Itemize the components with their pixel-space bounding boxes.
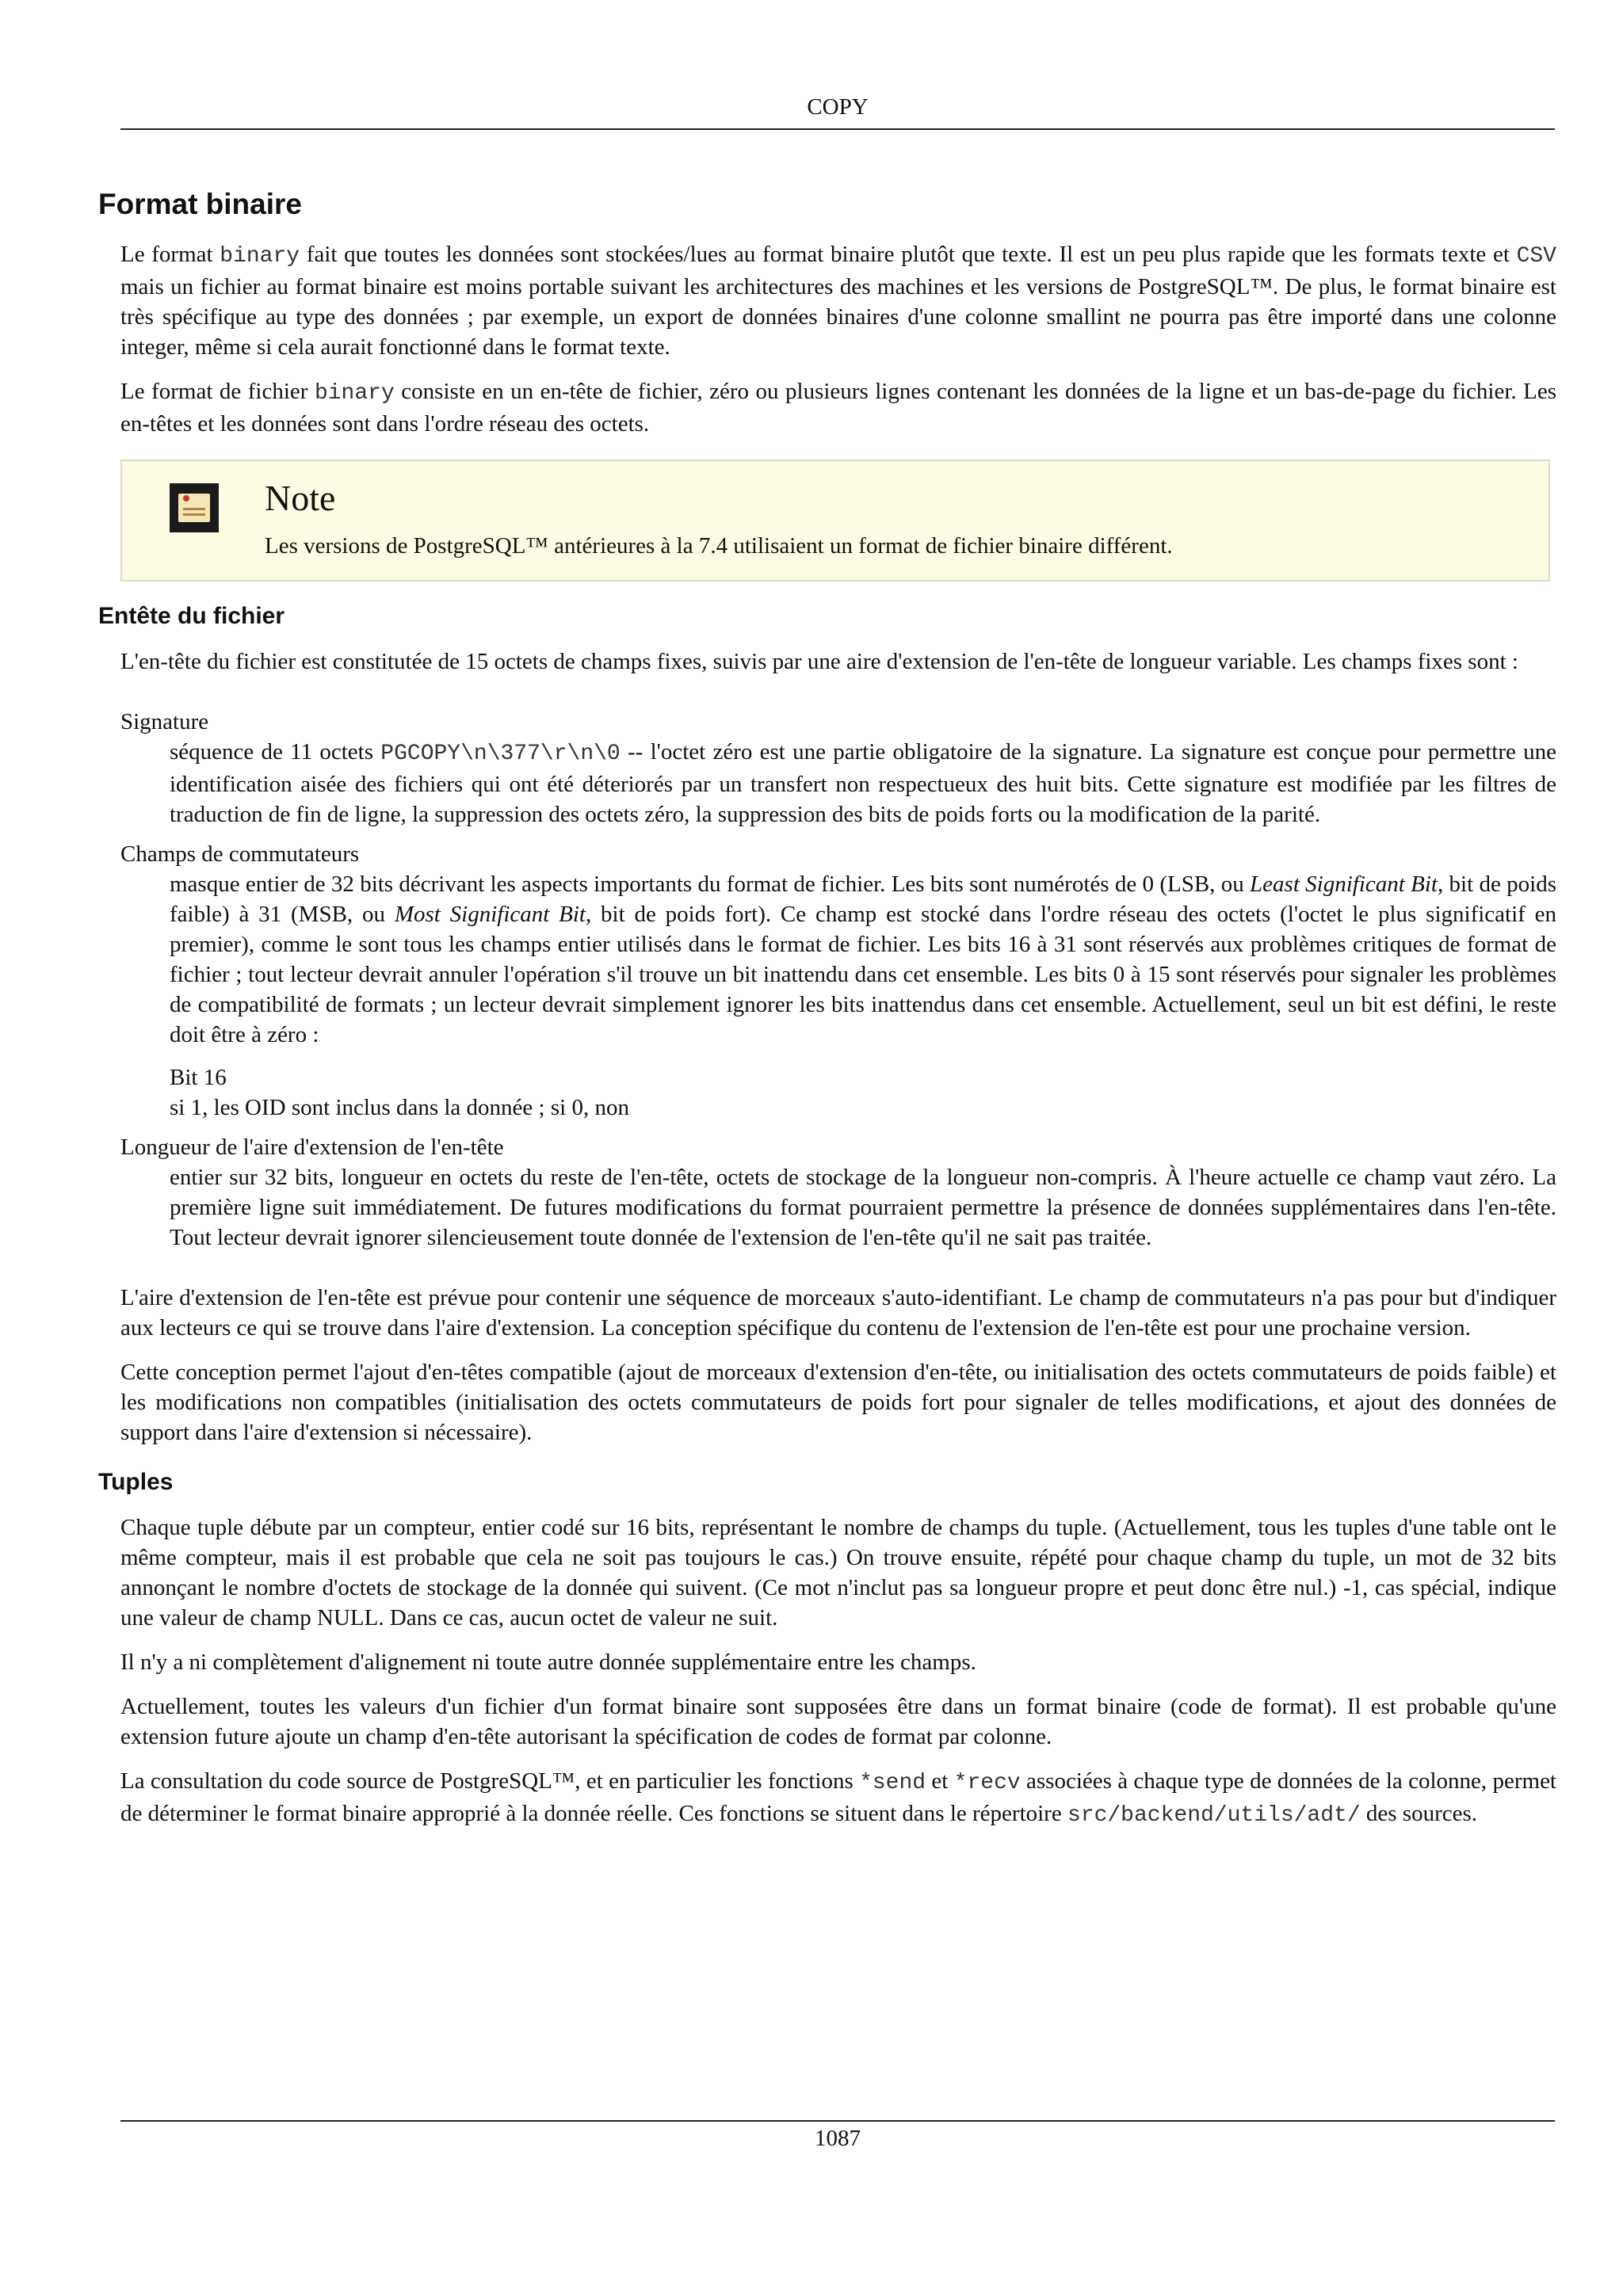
inline-code-recv: *recv bbox=[953, 1771, 1021, 1795]
inline-code-binary-2: binary bbox=[314, 381, 395, 406]
inline-code-source-path: src/backend/utils/adt/ bbox=[1067, 1803, 1361, 1828]
flag-bits-list bbox=[170, 1062, 1556, 1123]
subsection-title-file-header: Entête du fichier bbox=[98, 603, 285, 629]
term-signature: Signature bbox=[120, 709, 209, 734]
paragraph-compatibility: Cette conception permet l'ajout d'en-têtes compatible (ajout de morceaux d'extension d'en-tête, ou initialisation des octets commutateurs de poids faible) et les modifications non compatibles (initialisation des octets commutateurs de poids fort pour signaler de telles modifications, et ajout des données de support dans l'aire d'extension si nécessaire). bbox=[120, 1360, 1556, 1445]
paragraph-binary-format: Le format binary fait que toutes les données sont stockées/lues au format binaire plutôt que texte. Il est un peu plus rapide que les formats texte et CSV mais un fichier au format binaire est moins portable suivant les architectures des machines et les versions de PostgreSQL™. De plus, le format binaire est très spécifique au type des données ; par exemple, un export de données binaires d'une colonne smallint ne pourra pas être importé dans une colonne integer, même si cela aurait fonctionné dans le format texte. bbox=[120, 242, 1556, 360]
paragraph-tuples-3: Actuellement, toutes les valeurs d'un fichier d'un format binaire sont supposées être dans un format binaire (code de format). Il est probable qu'une extension future ajoute un champ d'en-tête autorisant la spécification de codes de format par colonne. bbox=[120, 1694, 1556, 1749]
paragraph-file-structure: Le format de fichier binary consiste en un en-tête de fichier, zéro ou plusieurs lignes contenant les données de la ligne et un bas-de-page du fichier. Les en-têtes et les données sont dans l'ordre réseau des octets. bbox=[120, 379, 1557, 437]
definition-signature: séquence de 11 octets PGCOPY\n\377\r\n\0 -- l'octet zéro est une partie obligatoire de la signature. La signature est conçue pour permettre une identification aisée des fichiers qui ont été déteriorés par un transfert non respectueux des huit bits. Cette signature est modifiée par les filtres de traduction de fin de ligne, la suppression des octets zéro, la suppression des bits de poids forts ou la modification de la parité. bbox=[170, 739, 1557, 827]
note-text: Les versions de PostgreSQL™ antérieures à la 7.4 utilisaient un format de fichier binaire différent. bbox=[265, 533, 1173, 559]
paragraph-tuples-2: Il n'y a ni complètement d'alignement ni toute autre donnée supplémentaire entre les champs. bbox=[120, 1650, 976, 1675]
footer-rule bbox=[120, 2120, 1555, 2122]
inline-code-signature: PGCOPY\n\377\r\n\0 bbox=[380, 742, 621, 766]
term-extension-length: Longueur de l'aire d'extension de l'en-tête bbox=[120, 1135, 504, 1160]
subsection-title-tuples: Tuples bbox=[98, 1469, 174, 1495]
inline-code-binary: binary bbox=[220, 244, 300, 269]
term-flags: Champs de commutateurs bbox=[120, 841, 360, 867]
paragraph-tuples-4: La consultation du code source de PostgreSQL™, et en particulier les fonctions *send et *recv associées à chaque type de données de la colonne, permet de déterminer le format binaire approprié à la donnée réelle. Ces fonctions se situent dans le répertoire src/backend/utils/adt/ des sources. bbox=[120, 1768, 1556, 1828]
inline-code-csv: CSV bbox=[1516, 244, 1556, 269]
header-fields-list bbox=[98, 707, 1556, 1253]
page-content bbox=[98, 187, 1556, 1831]
definition-flags: masque entier de 32 bits décrivant les aspects importants du format de fichier. Les bits sont numérotés de 0 (LSB, ou Least Significant Bit, bit de poids faible) à 31 (MSB, ou Most Significant Bit, bit de poids fort). Ce champ est stocké dans l'ordre réseau des octets (l'octet le plus significatif en premier), comme le sont tous les champs entier utilisés dans le format de fichier. Les bits 16 à 31 sont réservés aux problèmes critiques de format de fichier ; tout lecteur devrait annuler l'opération s'il trouve un bit inattendu dans cet ensemble. Les bits 0 à 15 sont réservés pour signaler les problèmes de compatibilité de formats ; un lecteur devrait simplement ignorer les bits inattendus dans cet ensemble. Actuellement, seul un bit est défini, le reste doit être à zéro : Bit 16 si 1, les OID sont inclus dans la donnée ; si 0, non bbox=[170, 869, 1556, 1123]
running-header: COPY bbox=[807, 94, 869, 120]
definition-bit-16: si 1, les OID sont inclus dans la donnée ; si 0, non bbox=[170, 1095, 629, 1120]
paragraph-header-intro: L'en-tête du fichier est constitutée de 15 octets de champs fixes, suivis par une aire d'extension de l'en-tête de longueur variable. Les champs fixes sont : bbox=[120, 649, 1518, 674]
note-box bbox=[120, 460, 1550, 582]
inline-code-send: *send bbox=[859, 1771, 926, 1795]
paragraph-tuples-1: Chaque tuple débute par un compteur, entier codé sur 16 bits, représentant le nombre de champs du tuple. (Actuellement, tous les tuples d'une table ont le même compteur, mais il est probable que cela ne soit pas toujours le cas.) On trouve ensuite, répété pour chaque champ du tuple, un mot de 32 bits annonçant le nombre d'octets de stockage de la donnée qui suivent. (Ce mot n'inclut pas sa longueur propre et peut donc être nul.) -1, cas spécial, indique une valeur de champ NULL. Dans ce cas, aucun octet de valeur ne suit. bbox=[120, 1515, 1556, 1630]
paragraph-extension-area: L'aire d'extension de l'en-tête est prévue pour contenir une séquence de morceaux s'auto-identifiant. Le champ de commutateurs n'a pas pour but d'indiquer aux lecteurs ce qui se trouve dans l'aire d'extension. La conception spécifique du contenu de l'extension de l'en-tête est pour une prochaine version. bbox=[120, 1285, 1556, 1341]
note-icon bbox=[170, 483, 219, 532]
note-title: Note bbox=[265, 478, 336, 518]
page-number: 1087 bbox=[815, 2126, 861, 2151]
header-rule bbox=[120, 128, 1555, 130]
term-bit-16: Bit 16 bbox=[170, 1065, 227, 1090]
definition-extension-length: entier sur 32 bits, longueur en octets du reste de l'en-tête, octets de stockage de la longueur non-compris. À l'heure actuelle ce champ vaut zéro. La première ligne suit immédiatement. De futures modifications du format pourraient permettre la présence de données supplémentaires dans l'en-tête. Tout lecteur devrait ignorer silencieusement toute donnée de l'extension de l'en-tête qu'il ne sait pas traitée. bbox=[170, 1165, 1556, 1250]
section-title: Format binaire bbox=[98, 188, 302, 220]
